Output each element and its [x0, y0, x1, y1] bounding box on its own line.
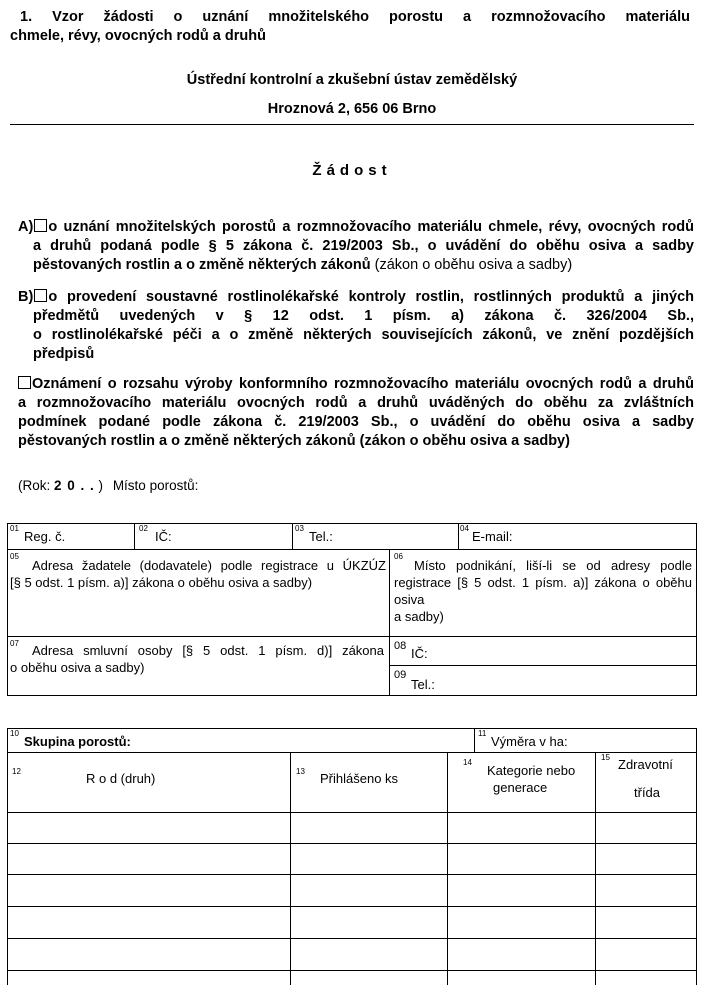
option-b-line-2: předmětů uvedených v § 12 odst. 1 písm. a) zákona č. 326/2004 Sb.,: [33, 308, 694, 324]
field-contract-address[interactable]: [10, 642, 384, 676]
field-05-line-2: [§ 5 odst. 1 písm. a)] zákona o oběhu osiva a sadby): [10, 575, 313, 590]
option-a: [18, 218, 694, 275]
field-14-number: 14: [463, 758, 472, 767]
field-13-number: 13: [296, 767, 305, 776]
field-06-number: 06: [394, 552, 403, 561]
form2-vline-3: [595, 752, 596, 985]
column-category-line-2: generace: [493, 780, 548, 795]
form2-vline-top: [474, 728, 475, 752]
form1-vline-1: [134, 523, 135, 549]
column-health-class-line-1: Zdravotní: [618, 757, 673, 772]
field-07-number: 07: [10, 639, 19, 648]
option-a-line-1: o uznání množitelských porostů a rozmnožovacího materiálu chmele, révy, ovocných rodů: [48, 219, 694, 235]
option-b-line-4: předpisů: [33, 346, 95, 362]
heading-line-2: chmele, révy, ovocných rodů a druhů: [10, 28, 266, 44]
column-health-class: [618, 756, 694, 801]
field-11-number: 11: [478, 729, 487, 738]
heading-line-1: 1. Vzor žádosti o uznání množitelského porostu a rozmnožovacího materiálu: [20, 9, 690, 25]
field-tel[interactable]: Tel.:: [309, 529, 333, 544]
document-title: Žádost: [312, 162, 392, 179]
form2-vline-2: [447, 752, 448, 985]
field-05-line-1: Adresa žadatele (dodavatele) podle registrace u ÚKZÚZ: [32, 558, 386, 573]
option-c-checkbox[interactable]: [18, 376, 31, 389]
authority-address: Hroznová 2, 656 06 Brno: [267, 101, 437, 117]
form1-vline-3: [458, 523, 459, 549]
option-c-line-2: a rozmnožovacího materiálu ovocných rodů a druhů uváděných do oběhu za zvláštních: [18, 395, 694, 411]
form1-vline-4: [389, 549, 390, 696]
option-a-checkbox[interactable]: [34, 219, 47, 232]
form2-row-line-1: [7, 843, 697, 844]
crop-table: [7, 728, 697, 985]
form1-row-line-3: [389, 665, 697, 666]
field-ic[interactable]: IČ:: [155, 529, 172, 544]
field-06-line-4: a sadby): [394, 609, 444, 624]
field-contract-ic[interactable]: IČ:: [411, 646, 428, 661]
place-label: Místo porostů:: [112, 478, 199, 493]
option-b-marker: B): [18, 289, 34, 305]
year-suffix: ): [94, 478, 104, 493]
field-contract-tel[interactable]: Tel.:: [411, 677, 435, 692]
field-06-line-3: osiva: [394, 592, 425, 607]
form2-header-line-1: [7, 752, 697, 753]
field-area-ha[interactable]: Výměra v ha:: [491, 734, 568, 749]
field-crop-group[interactable]: Skupina porostů:: [24, 734, 131, 749]
column-registered-count: Přihlášeno ks: [320, 771, 399, 786]
field-05-number: 05: [10, 552, 19, 561]
authority-name: Ústřední kontrolní a zkušební ústav zemědělský: [186, 72, 518, 88]
form2-row-line-3: [7, 906, 697, 907]
form1-row-line-2: [7, 636, 697, 637]
field-06-line-2: registrace [§ 5 odst. 1 písm. a)] zákona o oběhu: [394, 575, 692, 590]
year-prefix: (Rok:: [18, 478, 55, 493]
form2-header-line-2: [7, 812, 697, 813]
field-07-line-2: o oběhu osiva a sadby): [10, 660, 145, 675]
option-b-line-1: o provedení soustavné rostlinolékařské kontroly rostlin, rostlinných produktů a jiných: [48, 289, 694, 305]
form2-vline-1: [290, 752, 291, 985]
form1-vline-2: [292, 523, 293, 549]
column-category-line-1: Kategorie nebo: [487, 763, 576, 778]
option-a-marker: A): [18, 219, 34, 235]
field-10-number: 10: [10, 729, 19, 738]
column-genus: R o d (druh): [86, 771, 156, 786]
option-b: [18, 288, 694, 364]
column-health-class-line-2: třída: [634, 785, 661, 800]
option-c-line-3: podmínek podané podle zákona č. 219/2003 Sb., o uvádění do oběhu osiva a sadby: [18, 414, 694, 430]
field-03-number: 03: [295, 524, 304, 533]
option-c-line-1: Oznámení o rozsahu výroby konformního rozmnožovacího materiálu ovocných rodů a druhů: [32, 376, 694, 392]
document-heading: [10, 8, 690, 46]
field-business-place[interactable]: [394, 557, 692, 625]
field-applicant-address[interactable]: [10, 557, 386, 591]
field-09-number: 09: [394, 669, 407, 681]
option-c-line-4: pěstovaných rostlin a o změně některých zákonů (zákon o oběhu osiva a sadby): [18, 433, 570, 449]
option-a-line-3-bold: pěstovaných rostlin a o změně některých zákonů: [33, 257, 371, 273]
form2-row-line-5: [7, 970, 697, 971]
option-a-line-3-normal: (zákon o oběhu osiva a sadby): [370, 257, 573, 273]
field-08-number: 08: [394, 640, 407, 652]
header-divider: [10, 124, 694, 125]
option-c: [18, 375, 694, 451]
field-12-number: 12: [12, 767, 21, 776]
field-email[interactable]: E-mail:: [472, 529, 513, 544]
field-04-number: 04: [460, 524, 469, 533]
field-15-number: 15: [601, 753, 610, 762]
field-02-number: 02: [139, 524, 148, 533]
option-a-line-2: a druhů podaná podle § 5 zákona č. 219/2003 Sb., o uvádění do oběhu osiva a sadby: [33, 238, 694, 254]
option-b-checkbox[interactable]: [34, 289, 47, 302]
form1-row-line-1: [7, 549, 697, 550]
column-category: [487, 762, 587, 796]
field-reg-cislo[interactable]: Reg. č.: [24, 529, 66, 544]
field-06-line-1: Místo podnikání, liší-li se od adresy podle: [414, 558, 692, 573]
option-b-line-3: o rostlinolékařské péči a o změně některých souvisejících zákonů, ve znění pozdějších: [33, 327, 694, 343]
form2-row-line-2: [7, 874, 697, 875]
field-07-line-1: Adresa smluvní osoby [§ 5 odst. 1 písm. d)] zákona: [32, 643, 384, 658]
year-value: 2 0 . .: [54, 478, 95, 493]
form2-row-line-4: [7, 938, 697, 939]
field-01-number: 01: [10, 524, 19, 533]
year-line: [18, 478, 198, 493]
